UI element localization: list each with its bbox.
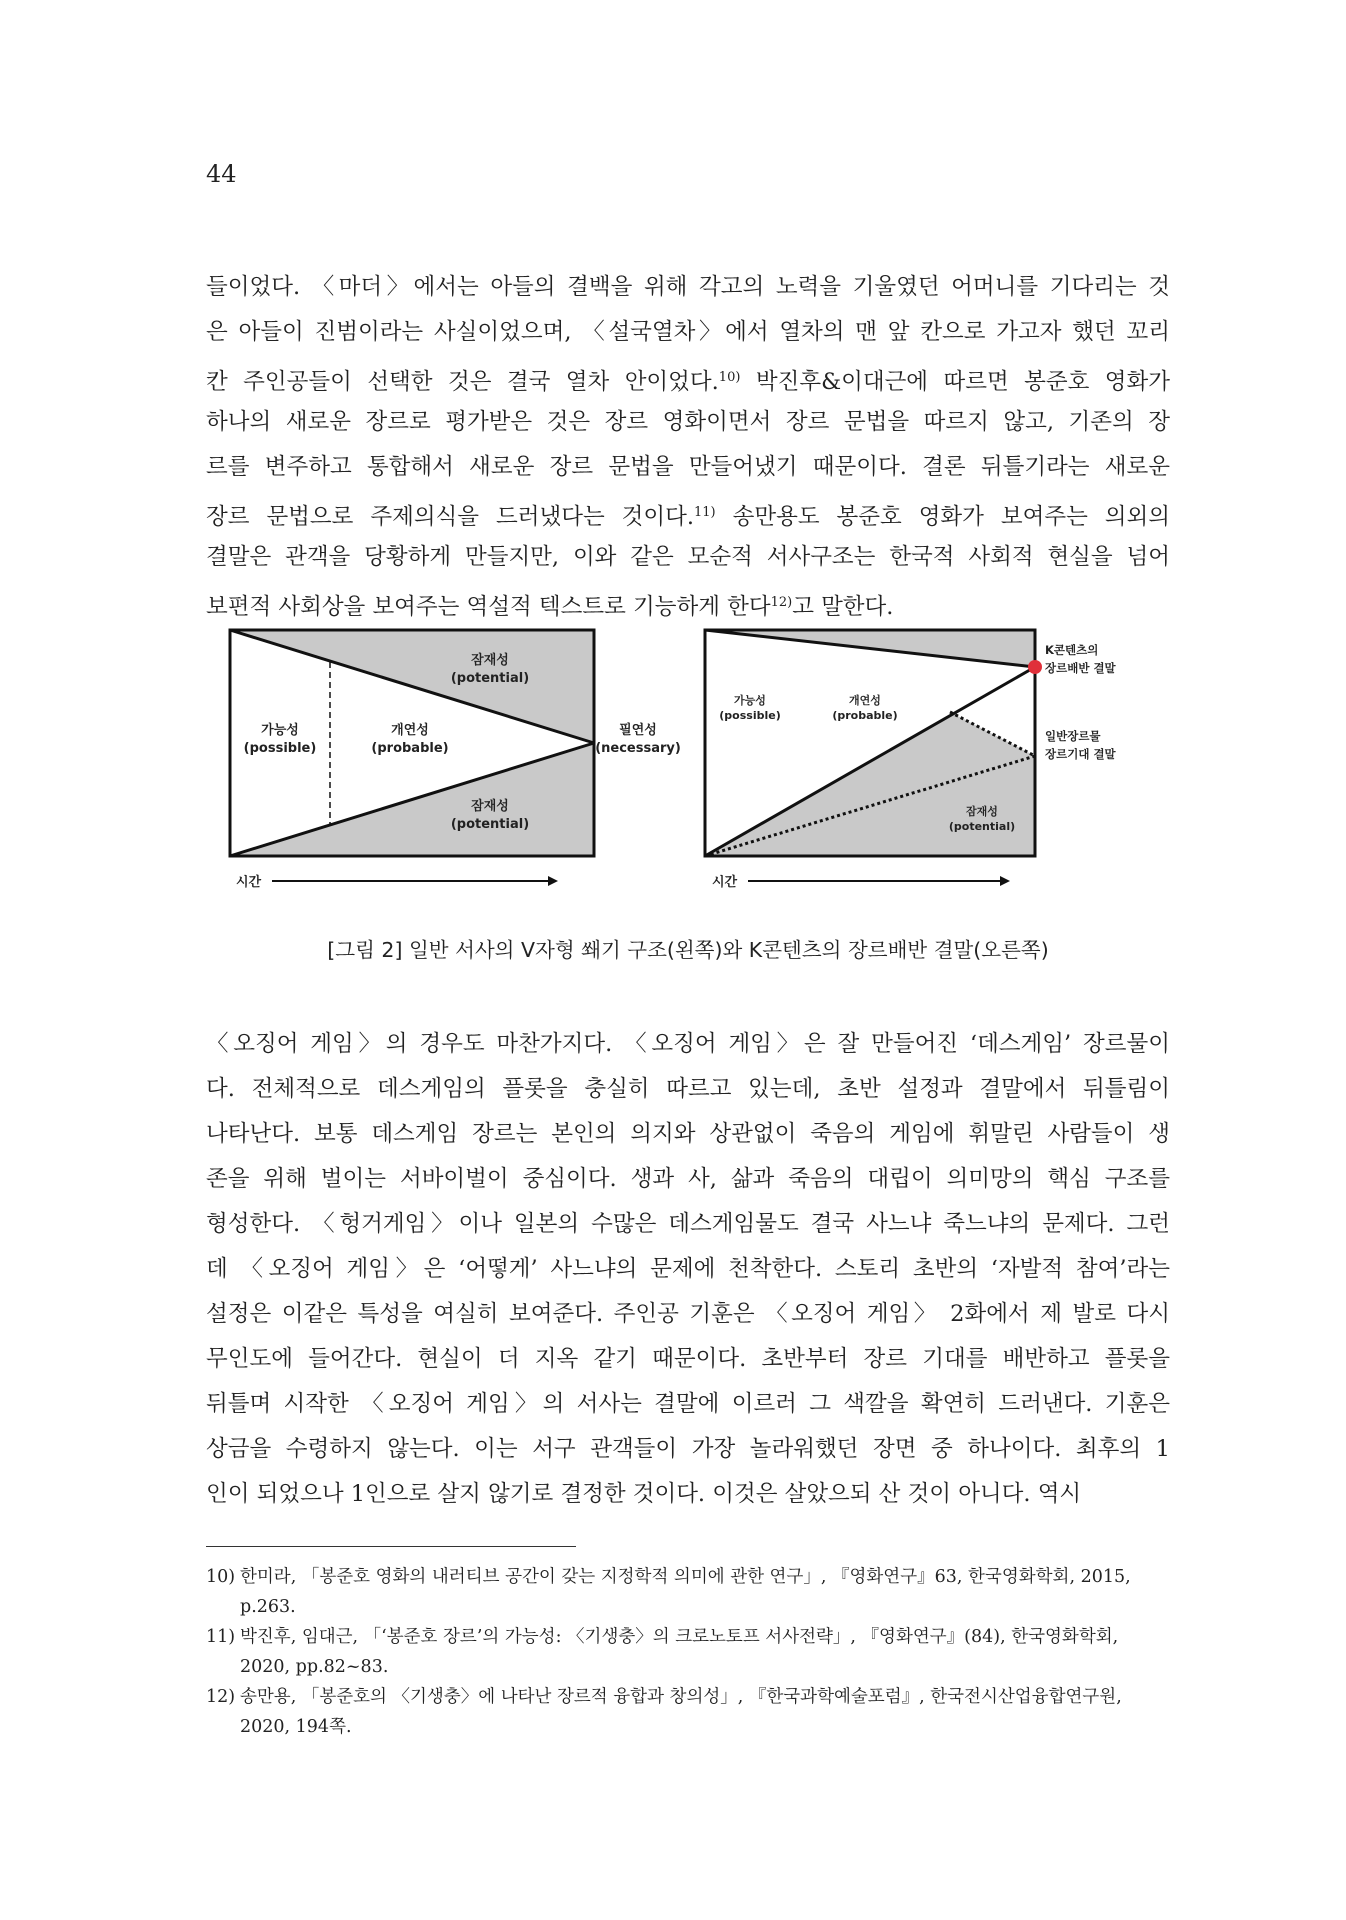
text-line: 형성한다. 〈헝거게임〉이나 일본의 수많은 데스게임물도 결국 사느냐 죽느냐의 문제다. 그런 (206, 1211, 1170, 1237)
footnote (206, 1682, 1170, 1742)
footnotes (206, 1562, 1170, 1742)
left-bottom-potential-label: 잠재성 (471, 799, 509, 814)
footnote-text-line: 한미라, 「봉준호 영화의 내러티브 공간이 갖는 지정학적 의미에 관한 연구」, 『영화연구』63, 한국영화학회, 2015, (240, 1567, 1131, 1587)
right-genre-ending-diagram (705, 630, 1117, 890)
footnote-text-line: 2020, pp.82~83. (240, 1657, 389, 1677)
text-line: 〈오징어 게임〉의 경우도 마찬가지다. 〈오징어 게임〉은 잘 만들어진 ‘데스게임’ 장르물이 (206, 1031, 1170, 1057)
text-line: 무인도에 들어간다. 현실이 더 지옥 같기 때문이다. 초반부터 장르 기대를 배반하고 플롯을 (206, 1346, 1170, 1372)
footnote-text-line: 송만용, 「봉준호의 〈기생충〉에 나타난 장르적 융합과 창의성」, 『한국과학예술포럼』, 한국전시산업융합연구원, (240, 1687, 1122, 1707)
right-probable-en: (probable) (832, 709, 898, 722)
text-line: 은 아들이 진범이라는 사실이었으며, 〈설국열차〉에서 열차의 맨 앞 칸으로 가고자 했던 꼬리 (206, 319, 1170, 345)
genre-ending-label-1: 일반장르물 (1045, 729, 1101, 743)
right-time-label: 시간 (712, 875, 738, 890)
text-segment: 고 말한다. (792, 594, 894, 620)
footnote-number: 10) (206, 1567, 236, 1587)
left-top-potential-label: 잠재성 (471, 653, 509, 668)
text-line: 상금을 수령하지 않는다. 이는 서구 관객들이 가장 놀라워했던 장면 중 하나이다. 최후의 1 (206, 1436, 1170, 1462)
text-line: 다. 전체적으로 데스게임의 플롯을 충실히 따르고 있는데, 초반 설정과 결말에서 뒤틀림이 (206, 1076, 1170, 1102)
footnote-number: 12) (206, 1687, 236, 1707)
text-segment: 보편적 사회상을 보여주는 역설적 텍스트로 기능하게 한다 (206, 594, 771, 620)
page-number: 44 (206, 160, 237, 188)
footnote-ref[interactable]: 11) (694, 505, 716, 520)
right-potential-label: 잠재성 (966, 805, 998, 818)
footnote-separator (206, 1546, 576, 1547)
right-possible-label: 가능성 (734, 694, 766, 707)
left-probable-label: 개연성 (391, 723, 429, 738)
text-line (206, 580, 1170, 625)
footnote-ref[interactable]: 12) (770, 595, 793, 610)
left-time-label: 시간 (236, 875, 262, 890)
footnote (206, 1622, 1170, 1682)
left-necessary-label: 필연성 (619, 723, 657, 738)
text-segment: 송만용도 봉준호 영화가 보여주는 의외의 (715, 504, 1170, 530)
text-segment: 칸 주인공들이 선택한 것은 결국 열차 안이었다. (206, 369, 719, 395)
text-line: 데 〈오징어 게임〉은 ‘어떻게’ 사느냐의 문제에 천착한다. 스토리 초반의 ‘자발적 참여’라는 (206, 1256, 1170, 1282)
left-v-wedge-diagram (230, 630, 681, 890)
left-possible-label: 가능성 (261, 723, 299, 738)
body-paragraph-2 (206, 1022, 1170, 1517)
left-possible-en: (possible) (243, 741, 317, 756)
right-potential-en: (potential) (948, 820, 1016, 833)
footnote-text-line: p.263. (240, 1597, 296, 1617)
footnote-text-line: 2020, 194쪽. (240, 1717, 352, 1737)
k-ending-label-1: K콘텐츠의 (1045, 643, 1099, 657)
text-segment: 장르 문법으로 주제의식을 드러냈다는 것이다. (206, 504, 695, 530)
left-necessary-en: (necessary) (595, 741, 681, 756)
figure-2 (230, 630, 1116, 900)
text-line: 들이었다. 〈마더〉에서는 아들의 결백을 위해 각고의 노력을 기울였던 어머니를 기다리는 것 (206, 274, 1170, 300)
footnote (206, 1562, 1170, 1622)
text-line: 존을 위해 벌이는 서바이벌이 중심이다. 생과 사, 삶과 죽음의 대립이 의미망의 핵심 구조를 (206, 1166, 1170, 1192)
text-segment: 박진후&이대근에 따르면 봉준호 영화가 (740, 369, 1170, 395)
text-line: 설정은 이같은 특성을 여실히 보여준다. 주인공 기훈은 〈오징어 게임〉 2화에서 제 발로 다시 (206, 1301, 1170, 1327)
text-line (206, 355, 1170, 400)
footnote-ref[interactable]: 10) (718, 370, 741, 385)
text-line: 나타난다. 보통 데스게임 장르는 본인의 의지와 상관없이 죽음의 게임에 휘말린 사람들이 생 (206, 1121, 1170, 1147)
left-bottom-potential-en: (potential) (450, 817, 530, 832)
text-line: 하나의 새로운 장르로 평가받은 것은 장르 영화이면서 장르 문법을 따르지 않고, 기존의 장 (206, 409, 1170, 435)
k-ending-label-2: 장르배반 결말 (1045, 661, 1116, 675)
text-line: 르를 변주하고 통합해서 새로운 장르 문법을 만들어냈기 때문이다. 결론 뒤틀기라는 새로운 (206, 454, 1170, 480)
body-paragraph-1 (206, 265, 1170, 625)
text-line: 인이 되었으나 1인으로 살지 않기로 결정한 것이다. 이것은 살았으되 산 것이 아니다. 역시 (206, 1481, 1082, 1507)
right-possible-en: (possible) (719, 709, 781, 722)
figure-caption: [그림 2] 일반 서사의 V자형 쐐기 구조(왼쪽)와 K콘텐츠의 장르배반 결말(오른쪽) (327, 938, 1049, 962)
right-probable-label: 개연성 (849, 694, 881, 707)
footnote-text-line: 박진후, 임대근, 「‘봉준호 장르’의 가능성: 〈기생충〉의 크로노토프 서사전략」, 『영화연구』(84), 한국영화학회, (240, 1627, 1119, 1647)
text-line: 결말은 관객을 당황하게 만들지만, 이와 같은 모순적 서사구조는 한국적 사회적 현실을 넘어 (206, 544, 1170, 570)
footnote-number: 11) (206, 1627, 236, 1647)
figure-diagram (230, 630, 1116, 900)
left-top-potential-en: (potential) (450, 671, 530, 686)
k-ending-point-marker (1028, 660, 1042, 674)
genre-ending-label-2: 장르기대 결말 (1045, 747, 1116, 761)
left-time-arrowhead (548, 876, 558, 886)
left-probable-en: (probable) (371, 741, 449, 756)
text-line: 뒤틀며 시작한 〈오징어 게임〉의 서사는 결말에 이르러 그 색깔을 확연히 드러낸다. 기훈은 (206, 1391, 1170, 1417)
right-time-arrowhead (1000, 876, 1010, 886)
text-line (206, 490, 1170, 535)
